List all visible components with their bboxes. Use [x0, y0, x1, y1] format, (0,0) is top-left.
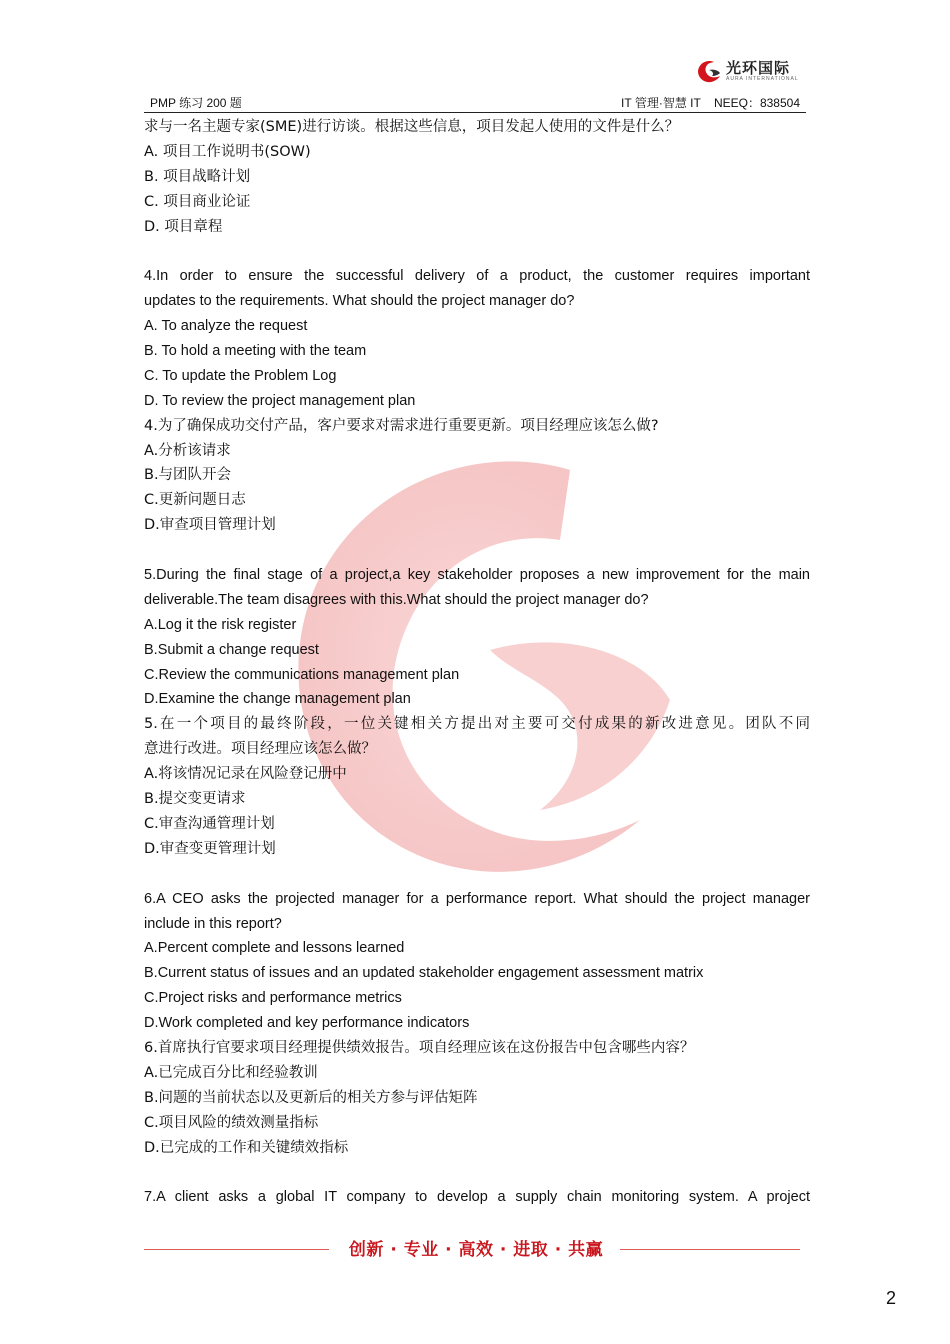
text-line: 5.在一个项目的最终阶段，一位关键相关方提出对主要可交付成果的新改进意见。团队不同: [144, 716, 810, 733]
company-logo: [696, 56, 799, 86]
text-line: A.已完成百分比和经验教训: [144, 1064, 318, 1081]
text-line: 6.A CEO asks the projected manager for a performance report. What should the project manager: [144, 890, 810, 907]
text-line: 4.为了确保成功交付产品，客户要求对需求进行重要更新。项目经理应该怎么做?: [144, 417, 659, 434]
text-line: D. 项目章程: [144, 218, 223, 235]
text-line: B.提交变更请求: [144, 791, 246, 808]
text-line: D.Work completed and key performance indicators: [144, 1015, 470, 1032]
text-line: A. 项目工作说明书(SOW): [144, 143, 311, 160]
logo-subtitle: AURA INTERNATIONAL: [726, 75, 799, 82]
logo-name: 光环国际: [726, 58, 791, 77]
text-line: C. To update the Problem Log: [144, 367, 337, 384]
text-line: C.项目风险的绩效测量指标: [144, 1114, 319, 1131]
text-line: B.Current status of issues and an updated stakeholder engagement assessment matrix: [144, 965, 704, 982]
footer-rule-right: [620, 1249, 800, 1250]
text-line: C.审查沟通管理计划: [144, 815, 275, 832]
text-line: D.审查项目管理计划: [144, 517, 276, 534]
text-line: 6.首席执行官要求项目经理提供绩效报告。项自经理应该在这份报告中包含哪些内容？: [144, 1039, 695, 1056]
text-line: C.Project risks and performance metrics: [144, 990, 402, 1007]
paragraph-spacer: [144, 1160, 810, 1185]
text-line: C.更新问题日志: [144, 492, 246, 509]
text-line: 7.A client asks a global IT company to develop a supply chain monitoring system. A project: [144, 1189, 810, 1206]
text-line: 4.In order to ensure the successful delivery of a product, the customer requires important: [144, 268, 810, 285]
text-line: D. To review the project management plan: [144, 392, 416, 409]
page-number: 2: [886, 1288, 897, 1308]
paragraph-spacer: [144, 538, 810, 563]
text-line: include in this report?: [144, 915, 282, 932]
text-line: C. 项目商业论证: [144, 193, 251, 210]
text-line: 5.During the final stage of a project,a key stakeholder proposes a new improvement for the main: [144, 567, 810, 584]
text-line: updates to the requirements. What should the project manager do?: [144, 293, 575, 310]
text-line: A.将该情况记录在风险登记册中: [144, 766, 347, 783]
text-line: D.已完成的工作和关键绩效指标: [144, 1139, 349, 1156]
document-body: [144, 115, 810, 1210]
paragraph-spacer: [144, 862, 810, 887]
header-company-info: IT 管理·智慧 IT NEEQ：838504: [621, 96, 800, 110]
text-line: D.Examine the change management plan: [144, 691, 411, 708]
page-header: [144, 94, 806, 113]
text-line: A.分析该请求: [144, 442, 231, 459]
text-line: A. To analyze the request: [144, 318, 308, 335]
text-line: deliverable.The team disagrees with this.What should the project manager do?: [144, 591, 649, 608]
text-line: 求与一名主题专家(SME)进行访谈。根据这些信息，项目发起人使用的文件是什么？: [144, 119, 680, 135]
text-line: B.Submit a change request: [144, 641, 319, 658]
aura-logo-icon: [696, 58, 722, 84]
footer-slogan: 创新 · 专业 · 高效 · 进取 · 共赢: [348, 1240, 604, 1260]
page-footer: [144, 1238, 800, 1262]
text-line: D.审查变更管理计划: [144, 840, 276, 857]
paragraph-spacer: [144, 239, 810, 264]
text-line: B. To hold a meeting with the team: [144, 343, 367, 360]
header-title: PMP 练习 200 题: [150, 96, 242, 110]
footer-rule-left: [144, 1249, 329, 1250]
text-line: A.Log it the risk register: [144, 616, 297, 633]
text-line: A.Percent complete and lessons learned: [144, 940, 405, 957]
text-line: C.Review the communications management plan: [144, 666, 460, 683]
text-line: B.与团队开会: [144, 467, 232, 484]
text-line: 意进行改进。项目经理应该怎么做？: [144, 741, 376, 758]
text-line: B.问题的当前状态以及更新后的相关方参与评估矩阵: [144, 1089, 478, 1106]
text-line: B. 项目战略计划: [144, 168, 251, 185]
